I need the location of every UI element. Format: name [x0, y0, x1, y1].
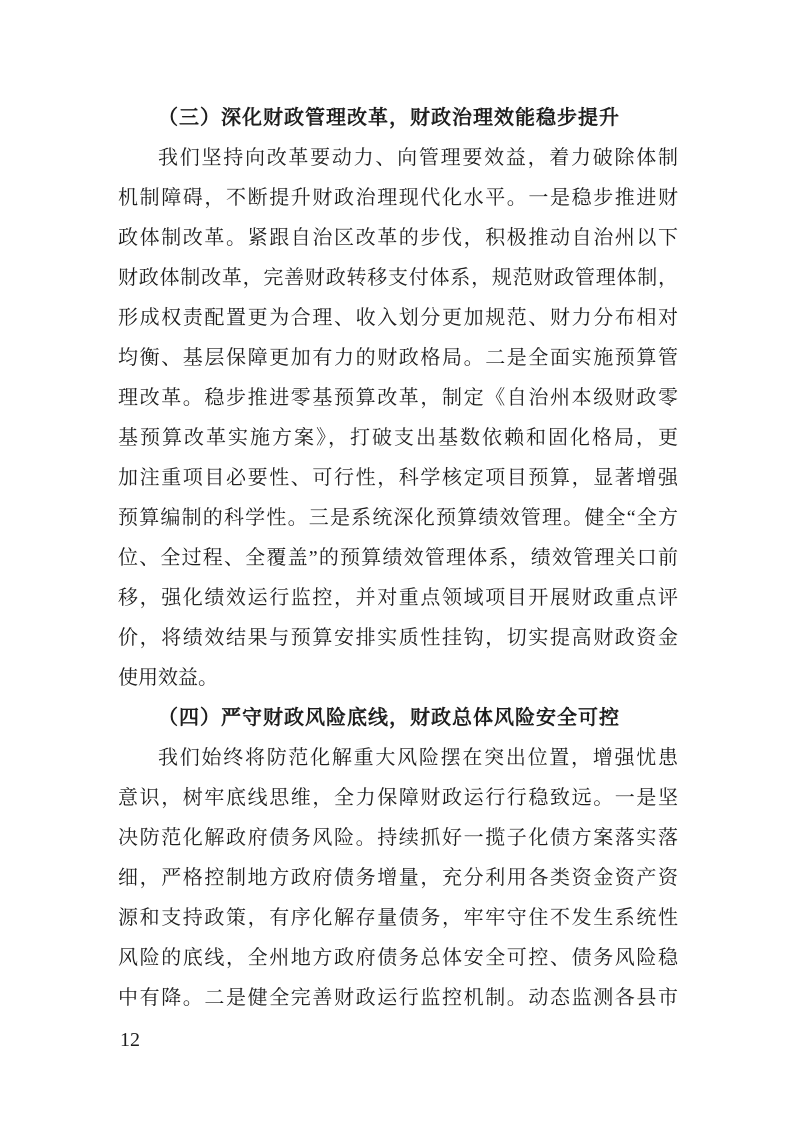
text-line: 财政体制改革，完善财政转移支付体系，规范财政管理体制， — [118, 267, 678, 289]
text-line: 我们坚持向改革要动力、向管理要效益，着力破除体制 — [158, 147, 678, 169]
text-line: 理改革。稳步推进零基预算改革，制定《自治州本级财政零 — [118, 387, 678, 409]
text-line: 意识，树牢底线思维，全力保障财政运行行稳致远。一是坚 — [118, 787, 678, 809]
text-line: 基预算改革实施方案》，打破支出基数依赖和固化格局，更 — [118, 427, 678, 449]
text-line: 细，严格控制地方政府债务增量，充分利用各类资金资产资 — [118, 867, 678, 889]
text-line: 中有降。二是健全完善财政运行监控机制。动态监测各县市 — [118, 987, 678, 1009]
section-heading-3: （三）深化财政管理改革，财政治理效能稳步提升 — [158, 107, 620, 129]
text-line: 移，强化绩效运行监控，并对重点领域项目开展财政重点评 — [118, 587, 678, 609]
text-line: 位、全过程、全覆盖”的预算绩效管理体系，绩效管理关口前 — [118, 547, 678, 569]
text-line: 均衡、基层保障更加有力的财政格局。二是全面实施预算管 — [118, 347, 678, 369]
page-number: 12 — [120, 1029, 140, 1051]
text-line: 机制障碍，不断提升财政治理现代化水平。一是稳步推进财 — [118, 187, 678, 209]
page-content — [118, 98, 678, 1018]
section-heading-4: （四）严守财政风险底线，财政总体风险安全可控 — [158, 707, 620, 729]
text-line: 使用效益。 — [118, 667, 218, 689]
text-line: 决防范化解政府债务风险。持续抓好一揽子化债方案落实落 — [118, 827, 678, 849]
text-line: 我们始终将防范化解重大风险摆在突出位置，增强忧患 — [158, 747, 678, 769]
text-line: 加注重项目必要性、可行性，科学核定项目预算，显著增强 — [118, 467, 678, 489]
text-line: 价，将绩效结果与预算安排实质性挂钩，切实提高财政资金 — [118, 627, 678, 649]
text-line: 风险的底线，全州地方政府债务总体安全可控、债务风险稳 — [118, 947, 678, 969]
text-line: 预算编制的科学性。三是系统深化预算绩效管理。健全“全方 — [118, 507, 678, 529]
text-line: 源和支持政策，有序化解存量债务，牢牢守住不发生系统性 — [118, 907, 678, 929]
text-line: 政体制改革。紧跟自治区改革的步伐，积极推动自治州以下 — [118, 227, 678, 249]
text-line: 形成权责配置更为合理、收入划分更加规范、财力分布相对 — [118, 307, 678, 329]
